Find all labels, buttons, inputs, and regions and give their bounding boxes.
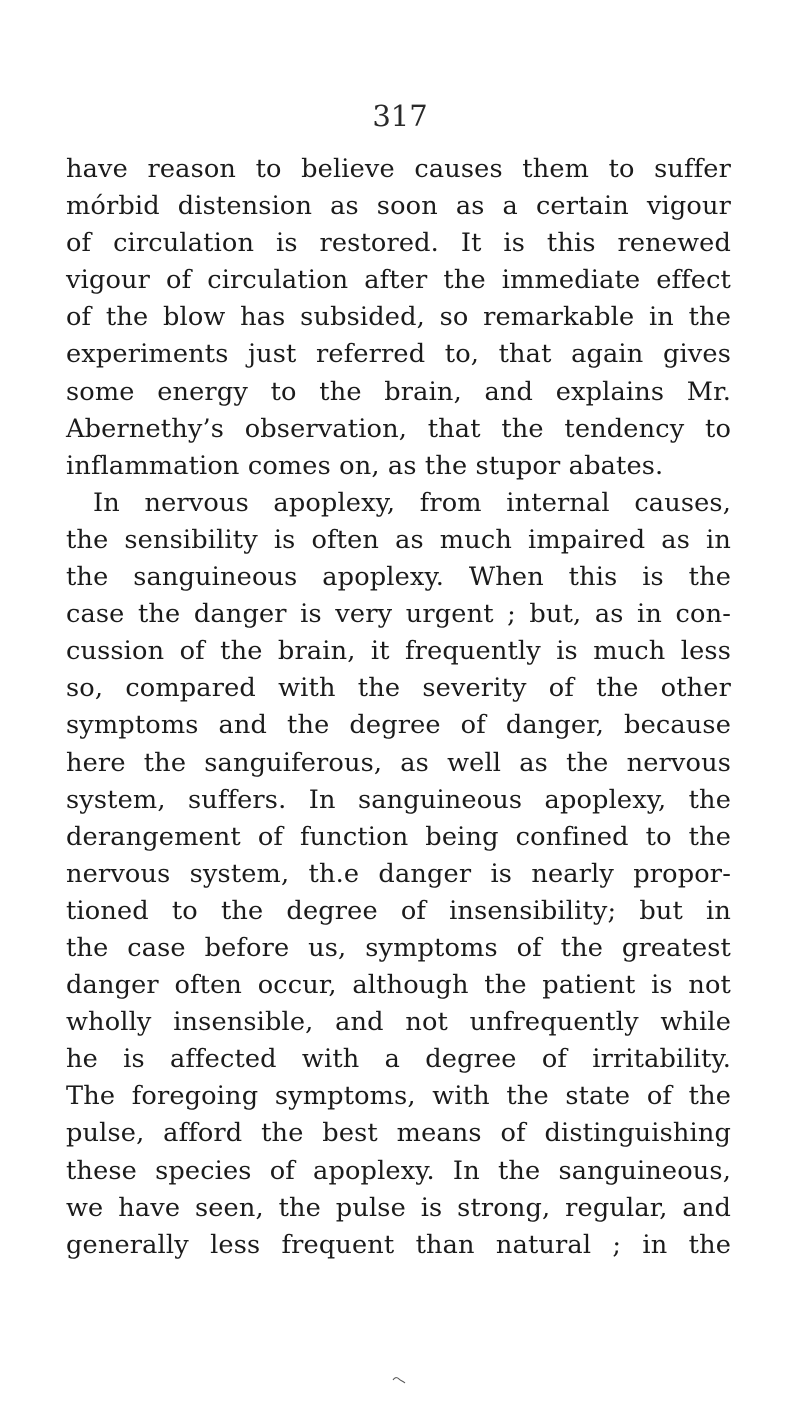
text-line: generally less frequent than natural ; in the: [66, 1229, 731, 1260]
text-line: system, suffers. In sanguineous apoplexy, the: [66, 784, 731, 815]
text-line: derangement of function being confined to the: [66, 821, 731, 852]
text-line: so, compared with the severity of the other: [66, 673, 731, 704]
print-smudge-mark: [392, 1375, 406, 1385]
text-line: of the blow has subsided, so remarkable in the: [66, 302, 731, 333]
text-line: these species of apoplexy. In the sanguineous,: [66, 1155, 731, 1186]
text-line: have reason to believe causes them to suffer: [66, 154, 731, 184]
text-line: pulse, afford the best means of distinguishing: [66, 1118, 731, 1149]
text-line: of circulation is restored. It is this renewed: [66, 228, 731, 259]
text-line: The foregoing symptoms, with the state of the: [66, 1081, 731, 1112]
text-line: he is affected with a degree of irritability.: [66, 1044, 731, 1075]
page-number: 317: [372, 99, 428, 133]
text-line: nervous system, th.e danger is nearly propor-: [66, 858, 731, 889]
body-text: [66, 151, 731, 1264]
text-line: tioned to the degree of insensibility; but in: [66, 895, 731, 926]
text-line: symptoms and the degree of danger, because: [66, 710, 731, 741]
paragraph-start-line: In nervous apoplexy, from internal causes,: [93, 487, 731, 518]
text-line: the case before us, symptoms of the greatest: [66, 932, 731, 963]
text-line: the sanguineous apoplexy. When this is the: [66, 562, 731, 593]
text-line: Abernethy’s observation, that the tendency to: [66, 413, 731, 444]
text-line: case the danger is very urgent ; but, as in con-: [66, 599, 731, 630]
text-line: wholly insensible, and not unfrequently while: [66, 1007, 731, 1038]
text-line: vigour of circulation after the immediate effect: [66, 265, 731, 296]
text-line: inflammation comes on, as the stupor abates.: [66, 450, 664, 481]
text-line: we have seen, the pulse is strong, regular, and: [66, 1192, 731, 1223]
text-line: here the sanguiferous, as well as the nervous: [66, 747, 731, 778]
text-line: cussion of the brain, it frequently is much less: [66, 636, 731, 667]
text-line: experiments just referred to, that again gives: [66, 339, 731, 370]
text-line: danger often occur, although the patient is not: [66, 970, 731, 1001]
text-line: the sensibility is often as much impaired as in: [66, 524, 731, 555]
text-line: mórbid distension as soon as a certain vigour: [66, 191, 731, 222]
text-line: some energy to the brain, and explains Mr.: [66, 376, 731, 407]
